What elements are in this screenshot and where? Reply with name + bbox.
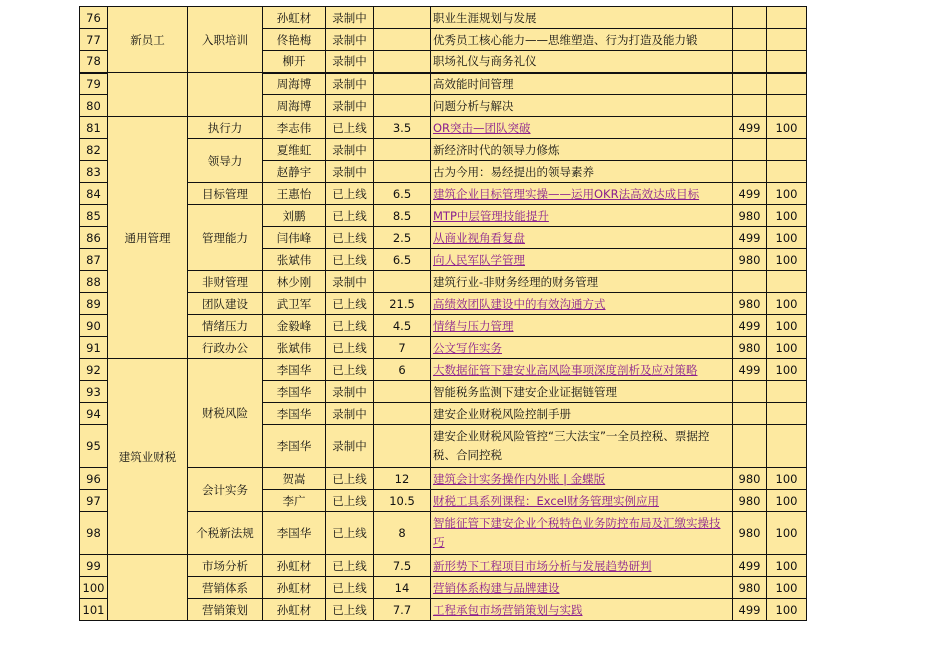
course-link[interactable] (431, 117, 733, 139)
course-title: 新经济时代的领导力修炼 (431, 139, 733, 161)
teacher-cell: 佟艳梅 (263, 29, 326, 51)
course-link-text[interactable]: 大数据征管下建安业高风险事项深度剖析及应对策略 (433, 362, 698, 377)
credit-cell (767, 29, 807, 51)
teacher-cell: 孙虹材 (263, 599, 326, 621)
category-cell: 行政办公 (188, 337, 263, 359)
hours-cell (374, 73, 431, 95)
hours-cell: 8.5 (374, 205, 431, 227)
credit-cell (767, 381, 807, 403)
course-link[interactable] (431, 512, 733, 555)
row-number: 79 (80, 73, 108, 95)
course-spreadsheet (79, 6, 807, 621)
hours-cell: 6 (374, 359, 431, 381)
status-cell: 已上线 (326, 555, 374, 577)
price-cell: 499 (733, 555, 767, 577)
section-label: 新员工 (108, 7, 188, 73)
row-number: 76 (80, 7, 108, 29)
status-cell: 已上线 (326, 490, 374, 512)
status-cell: 已上线 (326, 599, 374, 621)
teacher-cell: 金毅峰 (263, 315, 326, 337)
status-cell: 已上线 (326, 205, 374, 227)
course-link-text[interactable]: 财税工具系列课程：Excel财务管理实例应用 (433, 493, 659, 508)
credit-cell: 100 (767, 468, 807, 490)
credit-cell (767, 7, 807, 29)
row-number: 85 (80, 205, 108, 227)
hours-cell (374, 29, 431, 51)
status-cell: 已上线 (326, 337, 374, 359)
credit-cell: 100 (767, 183, 807, 205)
price-cell: 499 (733, 599, 767, 621)
hours-cell (374, 95, 431, 117)
hours-cell (374, 271, 431, 293)
row-number: 80 (80, 95, 108, 117)
category-cell: 管理能力 (188, 205, 263, 271)
hours-cell: 12 (374, 468, 431, 490)
price-cell (733, 29, 767, 51)
price-cell (733, 161, 767, 183)
credit-cell: 100 (767, 599, 807, 621)
status-cell: 录制中 (326, 139, 374, 161)
course-link-text[interactable]: 情绪与压力管理 (433, 318, 514, 333)
price-cell (733, 73, 767, 95)
row-number: 95 (80, 425, 108, 468)
course-table (79, 6, 807, 621)
row-number: 81 (80, 117, 108, 139)
price-cell: 980 (733, 293, 767, 315)
status-cell: 已上线 (326, 577, 374, 599)
course-link[interactable] (431, 555, 733, 577)
hours-cell (374, 7, 431, 29)
section-label: 通用管理 (108, 117, 188, 359)
row-number: 83 (80, 161, 108, 183)
row-number: 93 (80, 381, 108, 403)
credit-cell: 100 (767, 337, 807, 359)
category-cell: 情绪压力 (188, 315, 263, 337)
course-link[interactable] (431, 577, 733, 599)
row-number: 77 (80, 29, 108, 51)
course-title: 问题分析与解决 (431, 95, 733, 117)
status-cell: 录制中 (326, 7, 374, 29)
credit-cell (767, 271, 807, 293)
price-cell (733, 7, 767, 29)
hours-cell: 7.5 (374, 555, 431, 577)
row-number: 92 (80, 359, 108, 381)
status-cell: 录制中 (326, 29, 374, 51)
status-cell: 录制中 (326, 425, 374, 468)
credit-cell (767, 139, 807, 161)
row-number: 82 (80, 139, 108, 161)
teacher-cell: 张斌伟 (263, 249, 326, 271)
row-number: 94 (80, 403, 108, 425)
status-cell: 录制中 (326, 73, 374, 95)
teacher-cell: 赵静宇 (263, 161, 326, 183)
category-cell: 个税新法规 (188, 512, 263, 555)
credit-cell: 100 (767, 249, 807, 271)
course-link-text[interactable]: 向人民军队学管理 (433, 252, 525, 267)
teacher-cell: 贺嵩 (263, 468, 326, 490)
hours-cell: 4.5 (374, 315, 431, 337)
teacher-cell: 周海博 (263, 95, 326, 117)
course-link-text[interactable]: MTP中层管理技能提升 (433, 208, 549, 223)
teacher-cell: 李广 (263, 490, 326, 512)
price-cell (733, 271, 767, 293)
course-link-text[interactable]: 公文写作实务 (433, 340, 502, 355)
hours-cell (374, 425, 431, 468)
hours-cell: 6.5 (374, 183, 431, 205)
status-cell: 已上线 (326, 249, 374, 271)
status-cell: 已上线 (326, 293, 374, 315)
section-label: 建筑业财税 (108, 359, 188, 555)
status-cell: 已上线 (326, 359, 374, 381)
teacher-cell: 柳开 (263, 51, 326, 73)
teacher-cell: 刘鹏 (263, 205, 326, 227)
hours-cell: 3.5 (374, 117, 431, 139)
course-link[interactable] (431, 468, 733, 490)
category-cell: 领导力 (188, 139, 263, 183)
credit-cell (767, 51, 807, 73)
course-link-text[interactable]: 从商业视角看复盘 (433, 230, 525, 245)
teacher-cell: 闫伟峰 (263, 227, 326, 249)
price-cell (733, 381, 767, 403)
price-cell: 980 (733, 205, 767, 227)
price-cell: 980 (733, 337, 767, 359)
category-cell: 营销策划 (188, 599, 263, 621)
course-link[interactable] (431, 205, 733, 227)
teacher-cell: 王惠怡 (263, 183, 326, 205)
hours-cell: 7.7 (374, 599, 431, 621)
status-cell: 已上线 (326, 183, 374, 205)
status-cell: 录制中 (326, 271, 374, 293)
row-number: 89 (80, 293, 108, 315)
hours-cell (374, 51, 431, 73)
price-cell: 499 (733, 227, 767, 249)
course-link[interactable] (431, 293, 733, 315)
course-title: 古为今用：易经提出的领导素养 (431, 161, 733, 183)
course-link[interactable] (431, 227, 733, 249)
teacher-cell: 武卫军 (263, 293, 326, 315)
price-cell: 499 (733, 183, 767, 205)
status-cell: 录制中 (326, 381, 374, 403)
category-cell: 营销体系 (188, 577, 263, 599)
course-link[interactable] (431, 315, 733, 337)
price-cell (733, 139, 767, 161)
course-link[interactable] (431, 249, 733, 271)
credit-cell: 100 (767, 577, 807, 599)
course-link[interactable] (431, 359, 733, 381)
hours-cell: 6.5 (374, 249, 431, 271)
category-cell: 入职培训 (188, 7, 263, 73)
status-cell: 已上线 (326, 512, 374, 555)
course-link-text[interactable]: 营销体系构建与品牌建设 (433, 580, 560, 595)
price-cell: 980 (733, 512, 767, 555)
teacher-cell: 孙虹材 (263, 7, 326, 29)
course-link-text[interactable]: 新形势下工程项目市场分析与发展趋势研判 (433, 558, 652, 573)
row-number: 87 (80, 249, 108, 271)
credit-cell: 100 (767, 227, 807, 249)
price-cell: 980 (733, 249, 767, 271)
status-cell: 录制中 (326, 51, 374, 73)
price-cell: 499 (733, 359, 767, 381)
teacher-cell: 李志伟 (263, 117, 326, 139)
price-cell: 499 (733, 315, 767, 337)
price-cell (733, 51, 767, 73)
course-title: 建筑行业-非财务经理的财务管理 (431, 271, 733, 293)
course-title: 建安企业财税风险控制手册 (431, 403, 733, 425)
row-number: 78 (80, 51, 108, 73)
credit-cell: 100 (767, 512, 807, 555)
price-cell (733, 403, 767, 425)
price-cell: 980 (733, 468, 767, 490)
teacher-cell: 孙虹材 (263, 555, 326, 577)
hours-cell: 7 (374, 337, 431, 359)
category-cell: 市场分析 (188, 555, 263, 577)
row-number: 90 (80, 315, 108, 337)
course-link-text[interactable]: 高绩效团队建设中的有效沟通方式 (433, 296, 606, 311)
credit-cell: 100 (767, 315, 807, 337)
price-cell (733, 425, 767, 468)
course-link-text[interactable]: 建筑企业目标管理实操——运用OKR法高效达成目标 (433, 186, 700, 201)
row-number: 96 (80, 468, 108, 490)
hours-cell: 21.5 (374, 293, 431, 315)
teacher-cell: 林少刚 (263, 271, 326, 293)
course-title: 职业生涯规划与发展 (431, 7, 733, 29)
price-cell: 980 (733, 490, 767, 512)
category-blank (188, 73, 263, 117)
credit-cell: 100 (767, 555, 807, 577)
credit-cell: 100 (767, 117, 807, 139)
course-link-text[interactable]: 工程承包市场营销策划与实践 (433, 602, 583, 617)
row-number: 99 (80, 555, 108, 577)
section-label (108, 555, 188, 621)
credit-cell: 100 (767, 359, 807, 381)
teacher-cell: 夏维虹 (263, 139, 326, 161)
status-cell: 已上线 (326, 315, 374, 337)
row-number: 91 (80, 337, 108, 359)
status-cell: 已上线 (326, 468, 374, 490)
teacher-cell: 张斌伟 (263, 337, 326, 359)
category-cell: 财税风险 (188, 359, 263, 468)
hours-cell (374, 161, 431, 183)
course-link[interactable] (431, 490, 733, 512)
teacher-cell: 李国华 (263, 425, 326, 468)
credit-cell (767, 425, 807, 468)
hours-cell (374, 403, 431, 425)
status-cell: 录制中 (326, 403, 374, 425)
section-blank (108, 73, 188, 117)
category-cell: 非财管理 (188, 271, 263, 293)
credit-cell (767, 403, 807, 425)
category-cell: 团队建设 (188, 293, 263, 315)
row-number: 101 (80, 599, 108, 621)
course-link[interactable] (431, 337, 733, 359)
course-title: 建安企业财税风险管控“三大法宝”一全员控税、票据控税、合同控税 (431, 425, 733, 468)
course-title: 高效能时间管理 (431, 73, 733, 95)
hours-cell (374, 381, 431, 403)
course-link-text[interactable]: OR突击—团队突破 (433, 120, 531, 135)
teacher-cell: 李国华 (263, 403, 326, 425)
category-cell: 执行力 (188, 117, 263, 139)
course-title: 职场礼仪与商务礼仪 (431, 51, 733, 73)
credit-cell: 100 (767, 205, 807, 227)
credit-cell: 100 (767, 490, 807, 512)
category-cell: 目标管理 (188, 183, 263, 205)
course-link[interactable] (431, 183, 733, 205)
row-number: 86 (80, 227, 108, 249)
price-cell (733, 95, 767, 117)
row-number: 100 (80, 577, 108, 599)
course-link[interactable] (431, 599, 733, 621)
teacher-cell: 李国华 (263, 381, 326, 403)
teacher-cell: 孙虹材 (263, 577, 326, 599)
credit-cell (767, 73, 807, 95)
status-cell: 已上线 (326, 227, 374, 249)
teacher-cell: 周海博 (263, 73, 326, 95)
credit-cell (767, 161, 807, 183)
row-number: 98 (80, 512, 108, 555)
course-link-text[interactable]: 建筑会计实务操作内外账 | 金蝶版 (433, 471, 606, 486)
hours-cell (374, 139, 431, 161)
hours-cell: 2.5 (374, 227, 431, 249)
hours-cell: 10.5 (374, 490, 431, 512)
teacher-cell: 李国华 (263, 359, 326, 381)
row-number: 97 (80, 490, 108, 512)
row-number: 84 (80, 183, 108, 205)
status-cell: 录制中 (326, 95, 374, 117)
credit-cell: 100 (767, 293, 807, 315)
teacher-cell: 李国华 (263, 512, 326, 555)
status-cell: 录制中 (326, 161, 374, 183)
course-title: 优秀员工核心能力——思维塑造、行为打造及能力锻 (431, 29, 733, 51)
course-link-text[interactable]: 智能征管下建安企业个税特色业务防控布局及汇缴实操技巧 (433, 516, 721, 549)
category-cell: 会计实务 (188, 468, 263, 512)
course-title: 智能税务监测下建安企业证据链管理 (431, 381, 733, 403)
price-cell: 499 (733, 117, 767, 139)
status-cell: 已上线 (326, 117, 374, 139)
row-number: 88 (80, 271, 108, 293)
hours-cell: 8 (374, 512, 431, 555)
price-cell: 980 (733, 577, 767, 599)
hours-cell: 14 (374, 577, 431, 599)
credit-cell (767, 95, 807, 117)
